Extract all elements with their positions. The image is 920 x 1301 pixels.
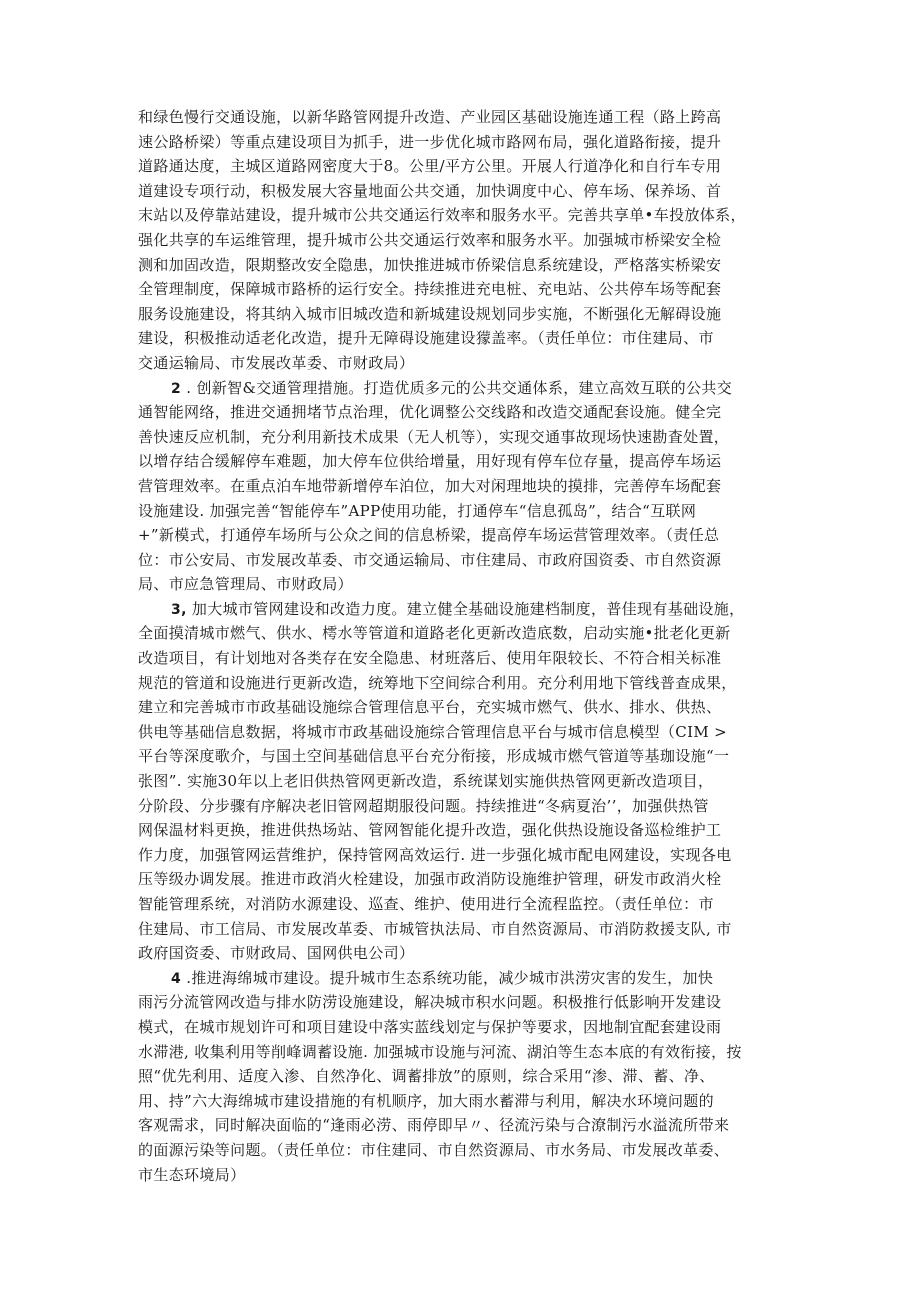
- line-text: 设施建设. 加强完善“智能停车”APP使用功能，打通停车“信息孤岛”，结合“互联网: [138, 501, 697, 520]
- line-text: 建设，积极推动适老化改造，提升无障碍设施建设獴盖率。（责任单位：市住建局、市: [138, 329, 714, 348]
- text-line: [138, 892, 800, 917]
- text-line: [138, 990, 800, 1015]
- line-text: .推进海绵城市建设。提升城市生态系统功能，减少城市洪涝灾害的发生，加快: [181, 968, 714, 987]
- line-text: 模式，在城市规划许可和项目建设中落实蓝线划定与保护等要求，因地制宜配套建设雨: [138, 1017, 722, 1036]
- line-text: 智能管理系统，对消防水源建设、巡查、维护、使用进行全流程监控。（责任单位：市: [138, 895, 714, 913]
- text-line: [138, 523, 800, 548]
- item-number: 2: [171, 380, 182, 397]
- text-line: [138, 1015, 800, 1040]
- line-text: 局、市应急管理局、市财政局）: [138, 575, 353, 594]
- line-text: 加大城市管网建设和改造力度。建立健全基础设施建档制度，普佳现有基础设施，: [186, 599, 745, 618]
- line-text: 和绿色慢行交通设施，以新华路管网提升改造、产业园区基础设施连通工程（路上跨高: [138, 108, 722, 126]
- text-line: [138, 326, 800, 351]
- document-body: [138, 105, 800, 1187]
- line-text: 照“优先利用、适度入渗、自然净化、调蓄排放”的原则，综合采用“渗、滞、蓄、净、: [138, 1067, 715, 1086]
- line-text: 服务设施建设，将其纳入城市旧城改造和新城建设规划同步实施，不断强化无解碍设施: [138, 304, 722, 323]
- line-text: 客观需求，同时解决面临的“逢雨必涝、雨停即早〃、径流污染与合潦制污水溢流所带来: [138, 1116, 730, 1135]
- text-line: [138, 646, 800, 671]
- line-text: 全面摸清城市燃气、供水、樗水等管道和道路老化更新改造底数，启动实施•批老化更新: [138, 624, 731, 643]
- line-text: 水滞港, 收集利用等削峰调蓄设施. 加强城市设施与河流、湖泊等生态本底的有效衔接，按: [138, 1042, 742, 1061]
- paragraph-2: [138, 376, 800, 597]
- line-text: 压等级办调发展。推进市政消火栓建设，加强市政消防设施维护管理，研发市政消火栓: [138, 870, 722, 889]
- line-text: 营管理效率。在重点泊车地带新增停车泊位，加大对闲理地块的摸排，完善停车场配套: [138, 476, 722, 495]
- line-text: 道路通达度，主城区道路网密度大于8。公里/平方公里。开展人行道净化和自行车专用: [138, 157, 722, 176]
- line-text: 通智能网络，推进交通拥堵节点治理，优化调整公交线路和改造交通配套设施。健全完: [138, 403, 722, 422]
- item-number: 4: [171, 970, 182, 987]
- line-text: 规范的管道和设施进行更新改造，统筹地下空间综合利用。充分利用地下管线普查成果，: [138, 673, 737, 692]
- text-line: [138, 794, 800, 819]
- line-text: 分阶段、分步骤有序解决老旧管网超期服役问题。持续推进“冬病夏治’’，加强供热管: [138, 796, 709, 815]
- line-text: 建立和完善城市市政基础设施综合管理信息平台，充实城市燃气、供水、排水、供热、: [138, 698, 722, 717]
- line-text: 强化共享的车运维管理，提升城市公共交通运行效率和服务水平。加强城市桥梁安全检: [138, 230, 722, 249]
- line-text: 住建局、市工信局、市发展改革委、市城管执法局、市自然资源局、市消防救援支队, 市: [138, 919, 732, 938]
- text-line: [138, 179, 800, 204]
- line-text: 供电等基础信息数据，将城市市政基础设施综合管理信息平台与城市信息模型（CIM >: [138, 722, 728, 741]
- text-line: [138, 425, 800, 450]
- text-line: [138, 499, 800, 524]
- line-text: 以增存结合缓解停车难题，加大停车位供给增量，用好现有停车位存量，提高停车场运: [138, 452, 722, 471]
- text-line: [138, 744, 800, 769]
- line-text: 雨污分流管网改造与排水防涝设施建设，解决城市积水问题。积极推行低影响开发建设: [138, 993, 722, 1012]
- line-text: 用、持”六大海绵城市建设措施的有机顺序，加大雨水蓄滞与利用，解决水环境问题的: [138, 1091, 714, 1110]
- text-line: [138, 695, 800, 720]
- line-text: 政府国资委、市财政局、国网供电公司）: [138, 944, 415, 963]
- text-line: [138, 769, 800, 794]
- line-text: 末站以及停靠站建设，提升城市公共交通运行效率和服务水平。完善共享单•车投放体系，: [138, 206, 746, 225]
- paragraph-1: [138, 105, 800, 376]
- text-line: [138, 867, 800, 892]
- text-line: [138, 277, 800, 302]
- line-text: 市生态环境局）: [138, 1165, 246, 1184]
- line-text: 位：市公安局、市发展改革委、市交通运输局、市住建局、市政府国资委、市自然资源: [138, 550, 722, 569]
- text-line: [138, 203, 800, 228]
- line-text: 道建设专项行动，积极发展大容量地面公共交通，加快调度中心、停车场、保养场、首: [138, 181, 722, 200]
- text-line: [138, 105, 800, 130]
- text-line: [138, 1138, 800, 1163]
- text-line: [138, 621, 800, 646]
- text-line: [138, 1040, 800, 1065]
- text-line: [138, 400, 800, 425]
- item-number: 3,: [171, 601, 187, 618]
- paragraph-3: [138, 597, 800, 966]
- text-line: [138, 1089, 800, 1114]
- text-line: [138, 941, 800, 966]
- paragraph-4: [138, 966, 800, 1187]
- text-line: [138, 228, 800, 253]
- line-text: 的面源污染等问题。（责任单位：市住建同、市自然资源局、市水务局、市发展改革委、: [138, 1140, 730, 1159]
- line-text: 张图”. 实施30年以上老旧供热管网更新改造，系统谋划实施供热管网更新改造项目，: [138, 772, 714, 791]
- text-line: [138, 1064, 800, 1089]
- line-text: 作力度，加强管网运营维护，保持管网高效运行. 进一步强化城市配电网建设，实现各电: [138, 845, 732, 864]
- text-line: [138, 917, 800, 942]
- line-text: 改造项目，有计划地对各类存在安全隐患、材班落后、使用年限较长、不符合相关标准: [138, 649, 722, 668]
- line-text: 测和加固改造，限期整改安全隐患，加快推进城市侨梁信息系统建设，严格落实桥梁安: [138, 255, 722, 274]
- text-line: [138, 376, 800, 401]
- text-line: [138, 720, 800, 745]
- text-line: [138, 253, 800, 278]
- text-line: [138, 130, 800, 155]
- text-line: [138, 843, 800, 868]
- text-line: [138, 597, 800, 622]
- line-text: 交通运输局、市发展改革委、市财政局）: [138, 353, 415, 372]
- line-text: +”新模式，打通停车场所与公众之间的信息桥梁，提高停车场运营管理效率。（责任总: [138, 526, 720, 545]
- line-text: 速公路桥梁）等重点建设项目为抓手，进一步优化城市路网布局，强化道路衔接，提升: [138, 132, 722, 151]
- text-line: [138, 966, 800, 991]
- text-line: [138, 154, 800, 179]
- text-line: [138, 671, 800, 696]
- line-text: 全管理制度，保障城市路桥的运行安全。持续推进充电桩、充电站、公共停车场等配套: [138, 280, 722, 299]
- line-text: 善快速反应机制，充分利用新技术成果（无人机等），实现交通事故现场快速勘査处置，: [138, 427, 730, 446]
- text-line: [138, 351, 800, 376]
- text-line: [138, 548, 800, 573]
- text-line: [138, 1113, 800, 1138]
- text-line: [138, 474, 800, 499]
- line-text: 网保温材料更换，推进供热场站、管网智能化提升改造，强化供热设施设备巡检维护工: [138, 821, 722, 840]
- text-line: [138, 1163, 800, 1188]
- text-line: [138, 572, 800, 597]
- text-line: [138, 302, 800, 327]
- text-line: [138, 449, 800, 474]
- line-text: 平台等深度歌介，与国土空间基础信息平台充分衔接，形成城市燃气管道等基珈设施“一: [138, 747, 730, 766]
- text-line: [138, 818, 800, 843]
- line-text: . 创新智&交通管理措施。打造优质多元的公共交通体系，建立高效互联的公共交: [181, 378, 733, 397]
